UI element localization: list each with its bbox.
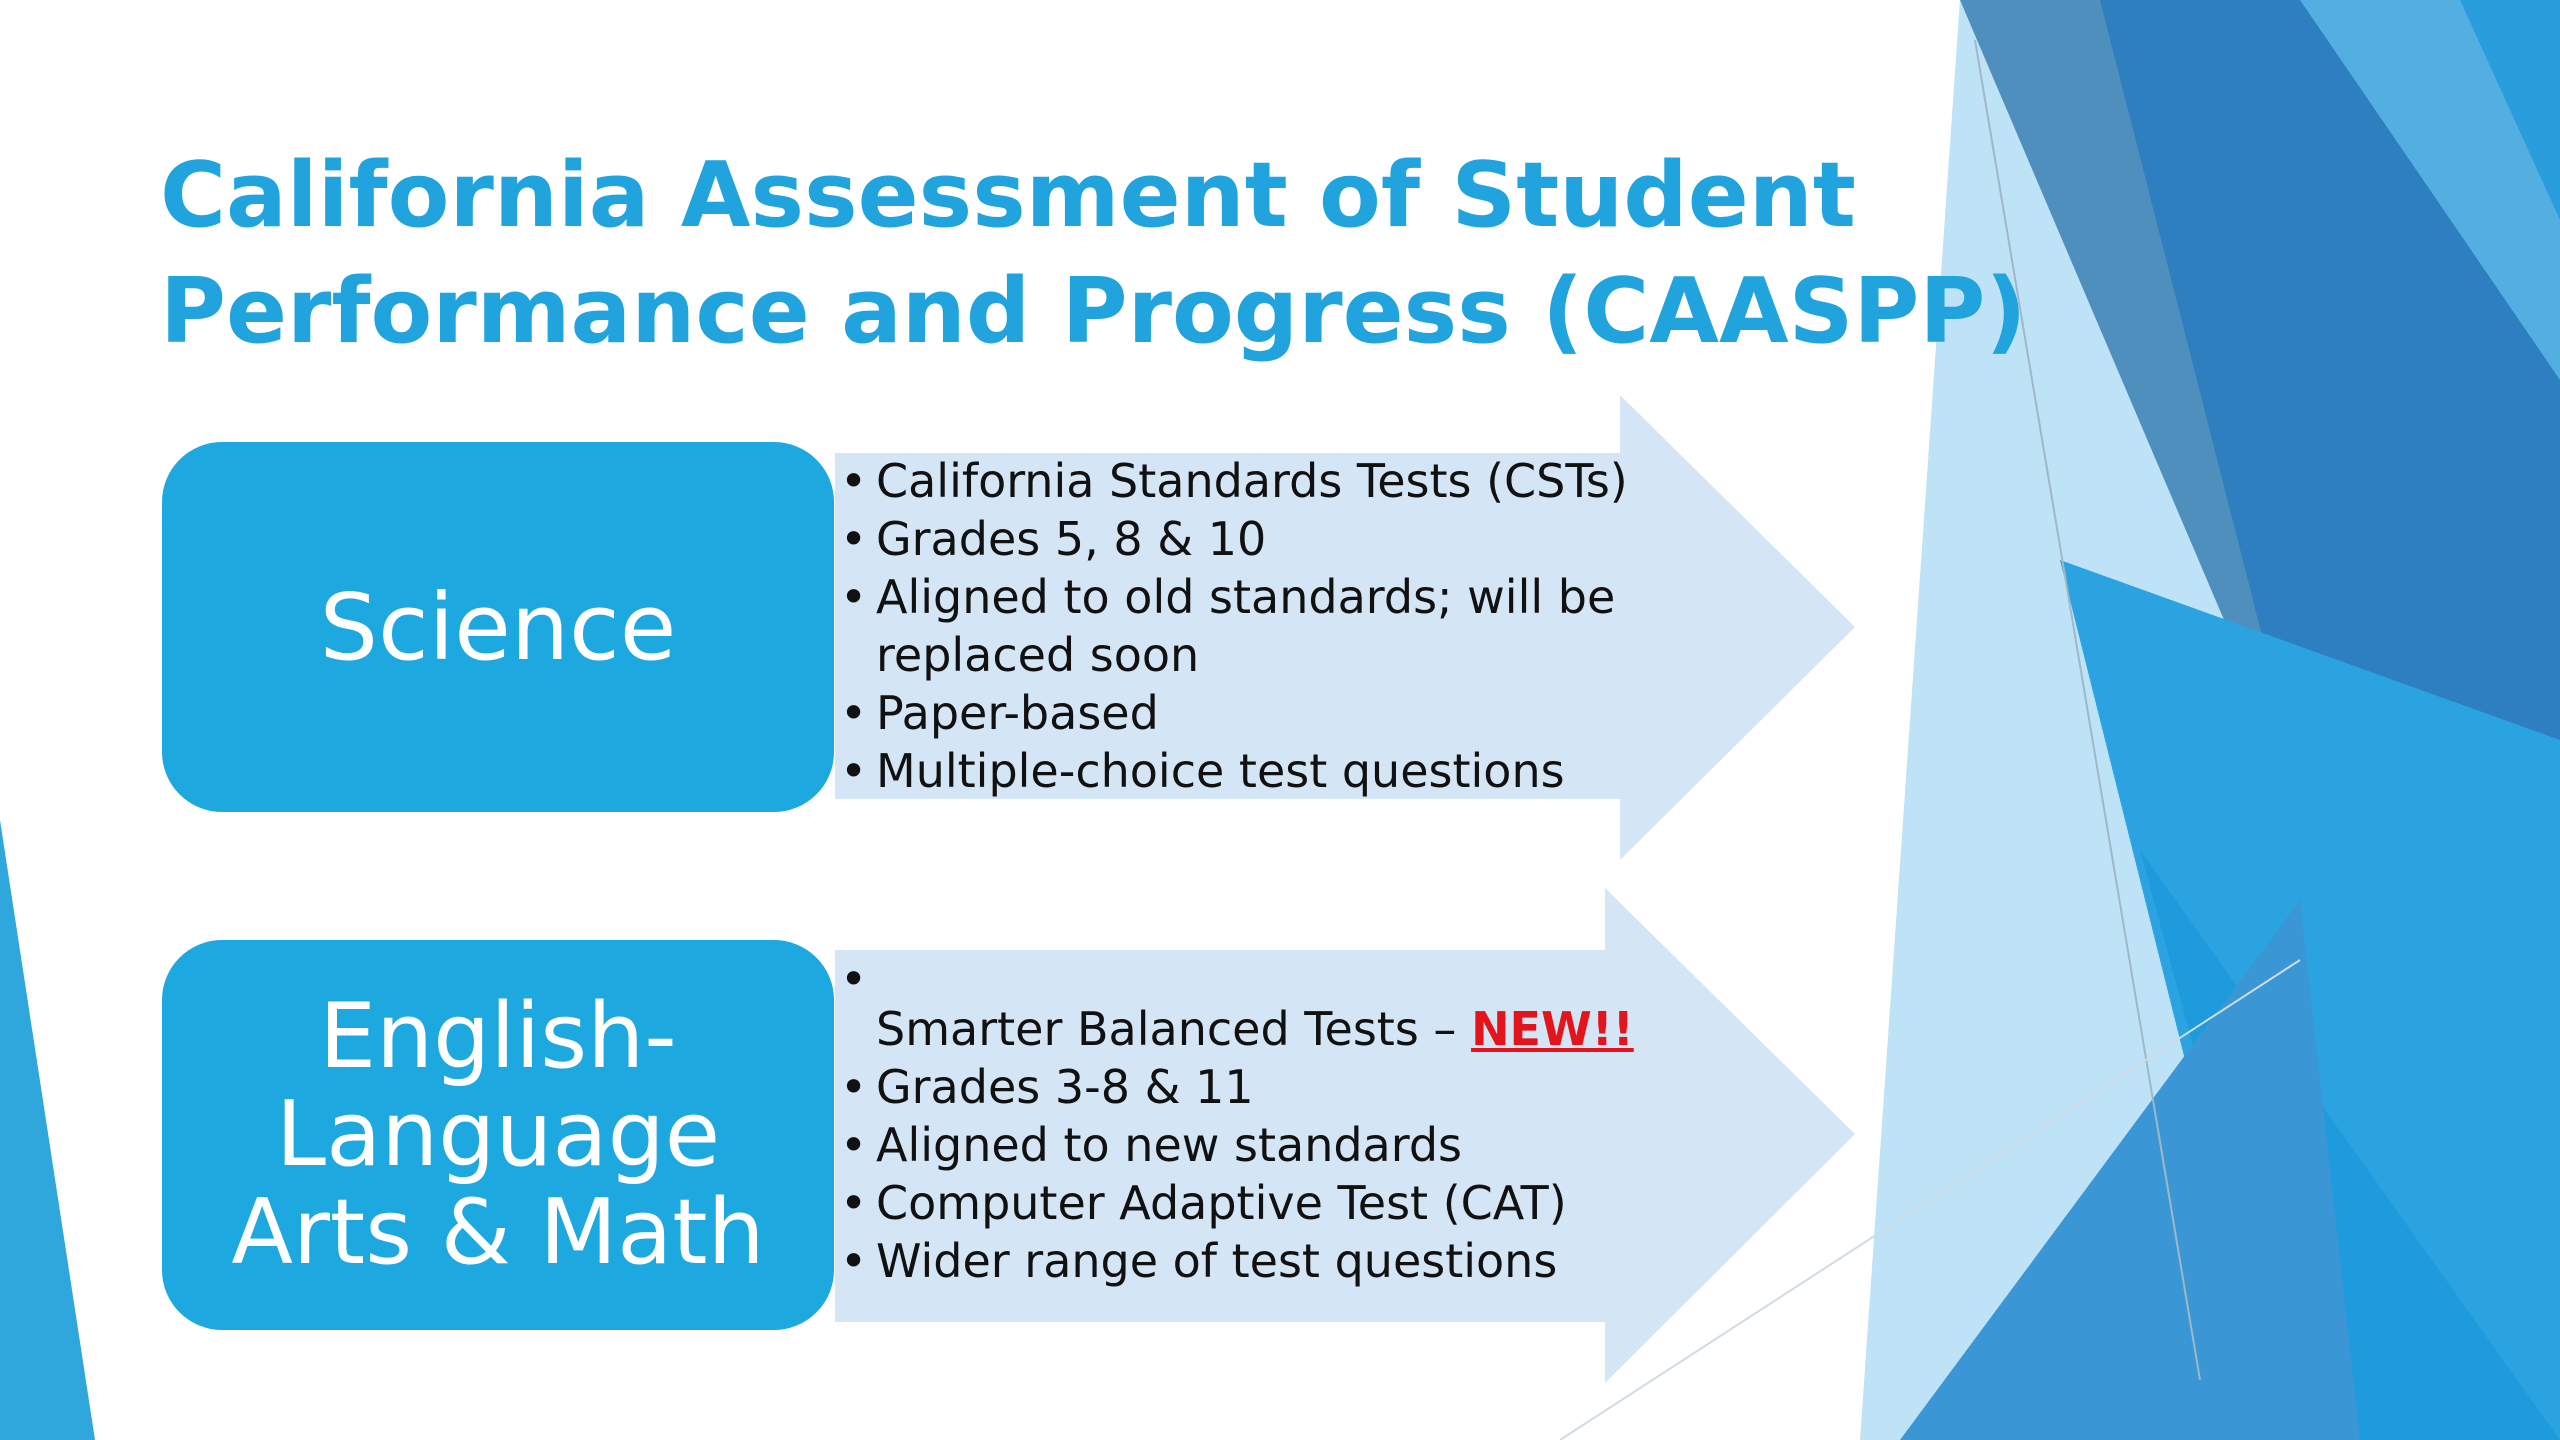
science-bullet-list <box>840 452 1660 800</box>
slide-title <box>160 138 2060 370</box>
ela-math-bullet-list <box>840 950 1660 1290</box>
new-badge: NEW!! <box>1471 1002 1634 1056</box>
ela-math-label-line-3: Arts & Math <box>231 1180 765 1285</box>
science-bullet: • Grades 5, 8 & 10 <box>840 510 1660 568</box>
science-box <box>162 442 834 812</box>
ela-math-label-line-2: Language <box>275 1082 721 1187</box>
ela-math-bullet: • Grades 3-8 & 11 <box>840 1058 1660 1116</box>
slide-title-line-2: Performance and Progress (CAASPP) <box>160 259 2027 364</box>
slide-title-line-1: California Assessment of Student <box>160 143 1856 248</box>
ela-math-label <box>231 984 765 1285</box>
ela-math-bullet <box>840 950 1660 1058</box>
ela-math-bullet: • Wider range of test questions <box>840 1232 1660 1290</box>
smarter-balanced-text: Smarter Balanced Tests – <box>876 1002 1472 1056</box>
science-label-line-1: Science <box>319 573 677 681</box>
science-label <box>320 574 677 681</box>
ela-math-label-line-1: English- <box>319 984 677 1089</box>
ela-math-box <box>162 940 834 1330</box>
ela-math-bullet: • Computer Adaptive Test (CAT) <box>840 1174 1660 1232</box>
science-bullet: • Multiple-choice test questions <box>840 742 1660 800</box>
ela-math-bullet: • Aligned to new standards <box>840 1116 1660 1174</box>
science-bullet: • California Standards Tests (CSTs) <box>840 452 1660 510</box>
science-bullet: • Aligned to old standards; will be replaced soon <box>840 568 1660 684</box>
science-bullet: • Paper-based <box>840 684 1660 742</box>
